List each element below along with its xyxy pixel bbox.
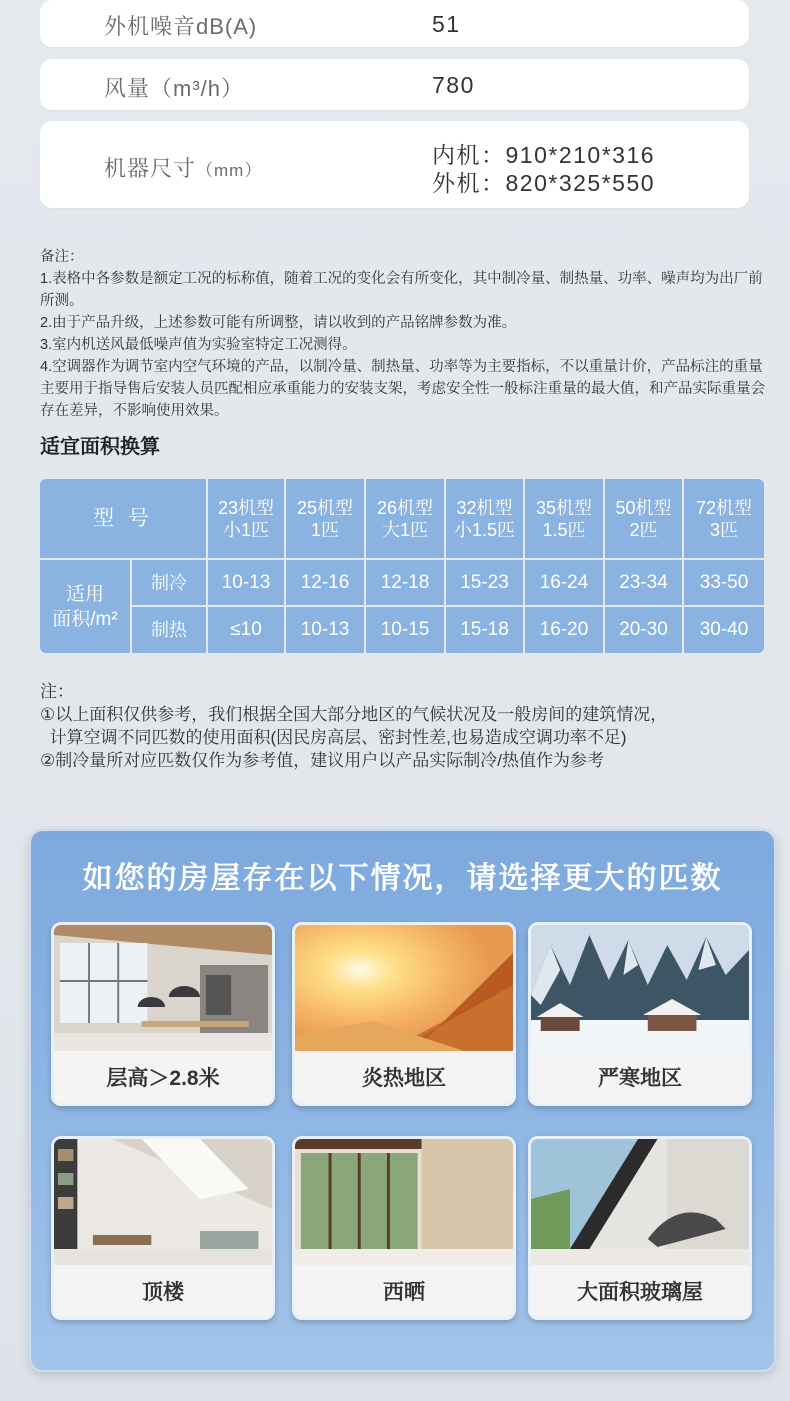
remark-item: 4.空调器作为调节室内空气环境的产品，以制冷量、制热量、功率等为主要指标，不以重量计价，产品标注的重量主要用于指导售后安装人员匹配相应承重能力的安装支架，考虑安全性一般标注重量的最大值，和产品实际重量会存在差异，不影响使用效果。 bbox=[40, 359, 765, 419]
card-top-floor bbox=[51, 1136, 275, 1320]
table-header-model-6 bbox=[684, 479, 764, 558]
card-label: 顶楼 bbox=[54, 1265, 272, 1317]
table-label-cooling: 制冷 bbox=[132, 560, 206, 605]
card-hot-area bbox=[292, 922, 516, 1106]
card-high-ceiling bbox=[51, 922, 275, 1106]
spec-value-outdoor: 外机：820*325*550 bbox=[432, 170, 656, 196]
card-label: 大面积玻璃屋 bbox=[531, 1265, 749, 1317]
card-glass-room bbox=[528, 1136, 752, 1320]
spec-label-dimensions-unit: （mm） bbox=[196, 161, 263, 180]
table-cell-heating: 15-18 bbox=[446, 607, 523, 653]
model-line2: 1匹 bbox=[310, 519, 339, 540]
table-cell-cooling: 15-23 bbox=[446, 560, 523, 605]
panel-title: 如您的房屋存在以下情况，请选择更大的匹数 bbox=[82, 862, 723, 895]
area-note-item: ②制冷量所对应匹数仅作为参考值，建议用户以产品实际制冷/热值作为参考 bbox=[40, 751, 604, 770]
spec-value-airflow: 780 bbox=[432, 72, 475, 98]
table-cell-cooling: 12-16 bbox=[286, 560, 364, 605]
high-ceiling-kitchen-photo bbox=[54, 925, 272, 1053]
card-west-sun bbox=[292, 1136, 516, 1320]
card-cold-area bbox=[528, 922, 752, 1106]
table-header-model: 型 号 bbox=[40, 479, 206, 558]
model-line1: 32机型 bbox=[456, 497, 513, 518]
group-label-line2: 面积/m² bbox=[52, 608, 118, 630]
table-header-model-3 bbox=[446, 479, 523, 558]
snowy-village-photo bbox=[531, 925, 749, 1053]
model-line2: 小1.5匹 bbox=[453, 519, 516, 540]
table-label-heating: 制热 bbox=[132, 607, 206, 653]
model-line1: 50机型 bbox=[615, 497, 672, 518]
table-cell-heating: 30-40 bbox=[684, 607, 764, 653]
model-line2: 3匹 bbox=[709, 519, 738, 540]
remark-item: 3.室内机送风最低噪声值为实验室特定工况测得。 bbox=[40, 337, 357, 353]
group-label-line1: 适用 bbox=[65, 583, 104, 605]
glass-room-photo bbox=[531, 1139, 749, 1267]
spec-row-airflow bbox=[40, 59, 749, 110]
area-note-item: 计算空调不同匹数的使用面积(因民房高层、密封性差,也易造成空调功率不足) bbox=[40, 728, 627, 747]
model-line2: 1.5匹 bbox=[542, 519, 586, 540]
model-line1: 35机型 bbox=[535, 497, 593, 518]
table-cell-heating: 16-20 bbox=[525, 607, 603, 653]
table-cell-cooling: 12-18 bbox=[366, 560, 444, 605]
area-note-item: ①以上面积仅供参考，我们根据全国大部分地区的气候状况及一般房间的建筑情况， bbox=[40, 705, 668, 724]
table-cell-cooling: 10-13 bbox=[208, 560, 284, 605]
west-sun-room-photo bbox=[295, 1139, 513, 1267]
card-label: 层高＞2.8米 bbox=[54, 1051, 272, 1103]
area-conversion-table bbox=[40, 479, 764, 653]
remarks bbox=[40, 246, 765, 422]
table-cell-heating: 10-15 bbox=[366, 607, 444, 653]
table-cell-cooling: 23-34 bbox=[605, 560, 682, 605]
table-cell-heating: 10-13 bbox=[286, 607, 364, 653]
spec-label-dimensions-text: 机器尺寸 bbox=[104, 156, 197, 181]
model-line1: 23机型 bbox=[217, 497, 275, 518]
remark-item: 2.由于产品升级，上述参数可能有所调整，请以收到的产品铭牌参数为准。 bbox=[40, 315, 517, 331]
table-header-model-2 bbox=[366, 479, 444, 558]
spec-label-dimensions bbox=[104, 152, 262, 183]
spec-row-noise bbox=[40, 0, 749, 47]
model-line2: 大1匹 bbox=[381, 519, 428, 540]
table-cell-heating: 20-30 bbox=[605, 607, 682, 653]
table-header-model-5 bbox=[605, 479, 682, 558]
table-cell-heating: ≤10 bbox=[208, 607, 284, 653]
model-line2: 2匹 bbox=[629, 519, 658, 540]
table-header-model-0 bbox=[208, 479, 284, 558]
hot-desert-sun-photo bbox=[295, 925, 513, 1053]
spec-value-noise: 51 bbox=[432, 11, 461, 37]
remark-item: 1.表格中各参数是额定工况的标称值，随着工况的变化会有所变化，其中制冷量、制热量、功率、噪声均为出厂前所测。 bbox=[40, 271, 763, 309]
model-line1: 72机型 bbox=[695, 497, 753, 518]
spec-row-dimensions bbox=[40, 121, 749, 208]
remarks-title: 备注： bbox=[40, 249, 84, 265]
recommendation-panel bbox=[29, 829, 776, 1372]
table-row-group-label bbox=[40, 560, 130, 653]
table-cell-cooling: 16-24 bbox=[525, 560, 603, 605]
spec-label-airflow: 风量（m³/h） bbox=[104, 76, 245, 101]
card-label: 炎热地区 bbox=[295, 1051, 513, 1103]
table-header-model-1 bbox=[286, 479, 364, 558]
model-line1: 26机型 bbox=[376, 497, 434, 518]
model-line1: 25机型 bbox=[296, 497, 354, 518]
spec-label-noise: 外机噪音dB(A) bbox=[104, 14, 258, 39]
area-notes-title: 注： bbox=[40, 682, 74, 701]
spec-value-indoor: 内机：910*210*316 bbox=[432, 142, 656, 168]
card-label: 西晒 bbox=[295, 1265, 513, 1317]
section-title-area: 适宜面积换算 bbox=[40, 436, 160, 458]
area-notes bbox=[40, 680, 765, 772]
attic-room-photo bbox=[54, 1139, 272, 1267]
card-label: 严寒地区 bbox=[531, 1051, 749, 1103]
table-header-model-4 bbox=[525, 479, 603, 558]
model-line2: 小1匹 bbox=[222, 519, 269, 540]
table-cell-cooling: 33-50 bbox=[684, 560, 764, 605]
